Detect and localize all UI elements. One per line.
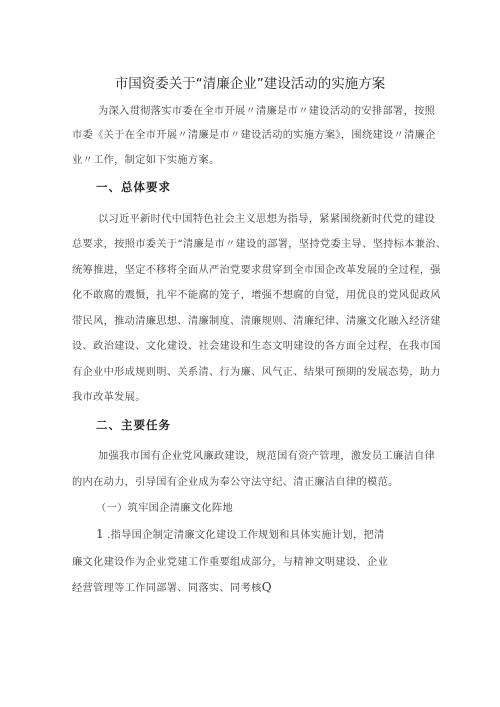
section1-line-6: 设、政治建设、文化建设、社会建设和生态文明建设的各方面全过程，在我市国 [72,341,441,352]
section2-line-1: 加强我市国有企业党风廉政建设，规范国有资产管理，激发员工廉洁自律 [98,451,436,462]
intro-line-1: 为深入贯彻落实市委在全市开展〃清廉是市〃建设活动的安排部署，按照 [98,106,436,117]
sub-heading-culture-position: （一）筑牢国企清廉文化阵地 [96,503,233,514]
section1-line-4: 化不敢腐的震慑，扎牢不能腐的笼子，增强不想腐的自觉，用优良的党风促政风 [72,290,441,301]
intro-line-3: 业〃工作，制定如下实施方案。 [72,155,220,166]
task-item-number: 1 [96,527,104,541]
task-item-text: .指导国企制定清廉文化建设工作规划和具体实施计划，把清 [107,530,385,541]
section1-line-5: 带民风，推动清廉思想、清廉制度、清廉规则、清廉纪律、清廉文化融入经济建 [72,316,441,327]
intro-line-2: 市委《关于在全市开展〃清廉是市〃建设活动的实施方案》，围绕建设〃清廉企 [72,130,436,141]
section1-line-2: 总要求，按照市委关于“清廉是市〃建设的部署，坚持党委主导、坚持标本兼治、 [72,239,447,250]
section-heading-main-tasks: 二、主要任务 [96,418,171,432]
task-item-1-continuation-2 [72,579,272,594]
document-title: 市国资委关于“清廉企业”建设活动的实施方案 [114,76,386,92]
section1-line-1: 以习近平新时代中国特色社会主义思想为指导，紧紧围绕新时代党的建设 [98,214,436,225]
task-item-1-continuation-1: 廉文化建设作为企业党建工作重要组成部分，与精神文明建设、企业 [72,557,389,568]
task-item-1 [96,526,385,541]
section1-line-7: 有企业中形成规则明、关系清、行为廉、风气正、结果可预期的发展态势，助力 [72,367,441,378]
section2-line-2: 的内在动力，引导国有企业成为奉公守法守纪、清正廉洁自律的模范。 [72,477,399,488]
trailing-character: Q [261,580,272,594]
task-item-1-continuation-text: 经营管理等工作同部署、同落实、同考核 [72,583,262,594]
section1-line-8: 我市改革发展。 [72,392,146,403]
section1-line-3: 统筹推进，坚定不移将全面从严治党要求贯穿到全市国企改革发展的全过程，强 [72,265,441,276]
section-heading-general-requirements: 一、总体要求 [96,180,171,194]
